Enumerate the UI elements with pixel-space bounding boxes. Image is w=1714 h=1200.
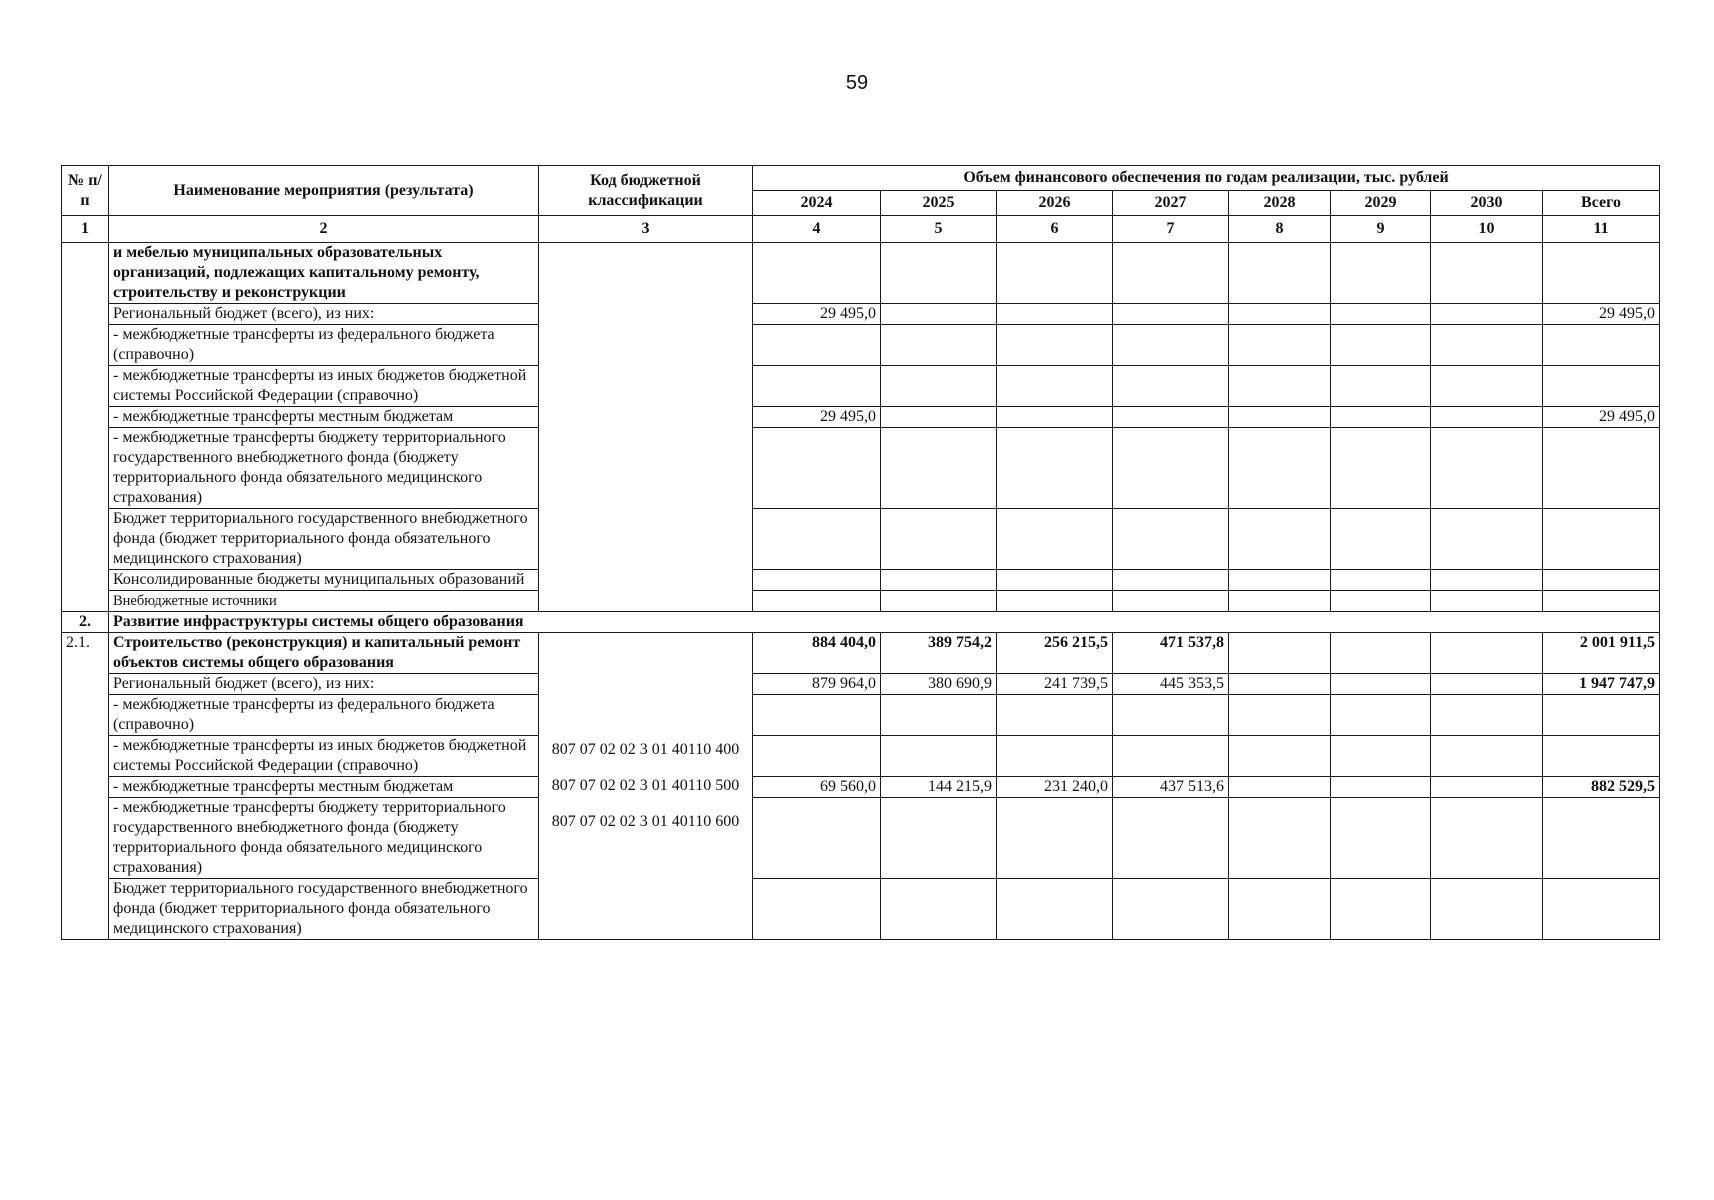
total-value — [1543, 736, 1660, 777]
block1-row — [62, 591, 1660, 612]
value-cell — [1431, 304, 1543, 325]
block1-row — [62, 509, 1660, 570]
column-number: 6 — [997, 216, 1113, 243]
value-cell — [1431, 736, 1543, 777]
header-year: 2028 — [1229, 191, 1331, 216]
value-cell: 471 537,8 — [1113, 633, 1229, 674]
header-total: Всего — [1543, 191, 1660, 216]
value-cell — [1229, 243, 1331, 304]
value-cell — [1331, 243, 1431, 304]
value-cell — [997, 798, 1113, 879]
value-cell — [1331, 695, 1431, 736]
value-cell — [1431, 591, 1543, 612]
total-value: 29 495,0 — [1543, 304, 1660, 325]
total-value — [1543, 366, 1660, 407]
block2-row — [62, 674, 1660, 695]
row-label: - межбюджетные трансферты местным бюджетам — [109, 777, 539, 798]
header-code: Код бюджетной классификации — [539, 166, 753, 216]
header-name: Наименование мероприятия (результата) — [109, 166, 539, 216]
value-cell — [1331, 509, 1431, 570]
value-cell — [1431, 777, 1543, 798]
value-cell — [997, 243, 1113, 304]
value-cell — [753, 428, 881, 509]
value-cell — [1113, 798, 1229, 879]
value-cell — [997, 366, 1113, 407]
block1-title: и мебелью муниципальных образовательных организаций, подлежащих капитальному ремонту, строительству и реконструкции — [109, 243, 539, 304]
total-value — [1543, 325, 1660, 366]
budget-code: 807 07 02 02 3 01 40110 600 — [551, 813, 740, 830]
value-cell — [997, 879, 1113, 940]
value-cell — [1431, 695, 1543, 736]
value-cell — [997, 428, 1113, 509]
block1-title-row — [62, 243, 1660, 304]
value-cell — [1113, 695, 1229, 736]
budget-table — [61, 165, 1660, 940]
value-cell — [1331, 879, 1431, 940]
budget-code: 807 07 02 02 3 01 40110 500 — [551, 777, 740, 794]
value-cell — [1431, 243, 1543, 304]
value-cell — [1113, 407, 1229, 428]
budget-code: 807 07 02 02 3 01 40110 400 — [551, 741, 740, 758]
value-cell — [1331, 325, 1431, 366]
total-value: 2 001 911,5 — [1543, 633, 1660, 674]
total-value: 882 529,5 — [1543, 777, 1660, 798]
value-cell — [1113, 591, 1229, 612]
row-label: Региональный бюджет (всего), из них: — [109, 674, 539, 695]
value-cell — [753, 879, 881, 940]
column-number: 1 — [62, 216, 109, 243]
value-cell — [1229, 777, 1331, 798]
row-label: - межбюджетные трансферты бюджету территориального государственного внебюджетного фонда (бюджету территориального фонда обязательного медицинского страхования) — [109, 798, 539, 879]
section-title: Развитие инфраструктуры системы общего образования — [109, 612, 1660, 633]
header-num: № п/п — [62, 166, 109, 216]
row-label: - межбюджетные трансферты из федерального бюджета (справочно) — [109, 695, 539, 736]
value-cell — [881, 509, 997, 570]
section-number: 2. — [62, 612, 109, 633]
value-cell — [997, 325, 1113, 366]
value-cell: 389 754,2 — [881, 633, 997, 674]
value-cell — [881, 366, 997, 407]
column-number: 7 — [1113, 216, 1229, 243]
value-cell — [997, 304, 1113, 325]
value-cell: 380 690,9 — [881, 674, 997, 695]
value-cell: 69 560,0 — [753, 777, 881, 798]
value-cell — [1229, 304, 1331, 325]
value-cell — [1543, 243, 1660, 304]
value-cell — [753, 798, 881, 879]
column-number: 2 — [109, 216, 539, 243]
column-number: 8 — [1229, 216, 1331, 243]
block2-title-row — [62, 633, 1660, 674]
block2-num: 2.1. — [62, 633, 109, 940]
value-cell — [1229, 798, 1331, 879]
total-value — [1543, 570, 1660, 591]
value-cell — [1431, 570, 1543, 591]
value-cell — [1431, 633, 1543, 674]
row-label: Консолидированные бюджеты муниципальных образований — [109, 570, 539, 591]
block1-row — [62, 570, 1660, 591]
value-cell — [753, 570, 881, 591]
value-cell — [753, 509, 881, 570]
block1-row — [62, 428, 1660, 509]
value-cell: 879 964,0 — [753, 674, 881, 695]
value-cell — [1113, 243, 1229, 304]
value-cell: 144 215,9 — [881, 777, 997, 798]
row-label: Бюджет территориального государственного внебюджетного фонда (бюджет территориального фонда обязательного медицинского страхования) — [109, 509, 539, 570]
value-cell — [881, 407, 997, 428]
value-cell — [1331, 304, 1431, 325]
value-cell — [881, 243, 997, 304]
block1-num-cell — [62, 243, 109, 612]
total-value — [1543, 798, 1660, 879]
value-cell — [1113, 366, 1229, 407]
block2-row — [62, 777, 1660, 798]
value-cell — [1229, 570, 1331, 591]
value-cell — [881, 695, 997, 736]
value-cell — [1229, 509, 1331, 570]
block2-row — [62, 879, 1660, 940]
total-value — [1543, 428, 1660, 509]
value-cell — [1331, 407, 1431, 428]
header-volume: Объем финансового обеспечения по годам реализации, тыс. рублей — [753, 166, 1660, 191]
value-cell — [1331, 674, 1431, 695]
value-cell — [881, 879, 997, 940]
value-cell — [997, 695, 1113, 736]
total-value — [1543, 695, 1660, 736]
block2-row — [62, 695, 1660, 736]
value-cell — [753, 366, 881, 407]
value-cell: 437 513,6 — [1113, 777, 1229, 798]
value-cell — [881, 325, 997, 366]
value-cell — [1113, 325, 1229, 366]
column-number: 3 — [539, 216, 753, 243]
value-cell: 29 495,0 — [753, 407, 881, 428]
value-cell — [1229, 366, 1331, 407]
value-cell — [753, 243, 881, 304]
value-cell — [1331, 570, 1431, 591]
row-label: Бюджет территориального государственного внебюджетного фонда (бюджет территориального фонда обязательного медицинского страхования) — [109, 879, 539, 940]
value-cell — [881, 591, 997, 612]
value-cell — [1113, 428, 1229, 509]
header-year: 2029 — [1331, 191, 1431, 216]
value-cell: 445 353,5 — [1113, 674, 1229, 695]
column-number: 10 — [1431, 216, 1543, 243]
value-cell: 884 404,0 — [753, 633, 881, 674]
block1-row — [62, 407, 1660, 428]
total-value — [1543, 591, 1660, 612]
header-year: 2025 — [881, 191, 997, 216]
value-cell: 256 215,5 — [997, 633, 1113, 674]
value-cell — [1431, 366, 1543, 407]
value-cell — [1431, 879, 1543, 940]
value-cell — [997, 407, 1113, 428]
header-year: 2026 — [997, 191, 1113, 216]
value-cell — [1229, 407, 1331, 428]
budget-code-cell — [539, 633, 753, 940]
value-cell — [1431, 798, 1543, 879]
block1-row — [62, 366, 1660, 407]
section2-row — [62, 612, 1660, 633]
total-value: 29 495,0 — [1543, 407, 1660, 428]
value-cell — [1113, 509, 1229, 570]
value-cell — [1113, 304, 1229, 325]
value-cell — [997, 570, 1113, 591]
block1-code-cell — [539, 243, 753, 612]
value-cell — [1229, 736, 1331, 777]
value-cell — [1331, 633, 1431, 674]
value-cell — [753, 325, 881, 366]
block1-row — [62, 325, 1660, 366]
column-number: 5 — [881, 216, 997, 243]
row-label: - межбюджетные трансферты из иных бюджетов бюджетной системы Российской Федерации (справочно) — [109, 736, 539, 777]
value-cell — [1229, 428, 1331, 509]
value-cell — [1229, 325, 1331, 366]
block2-row — [62, 736, 1660, 777]
value-cell — [753, 695, 881, 736]
block1-row — [62, 304, 1660, 325]
value-cell — [1229, 879, 1331, 940]
value-cell — [1431, 428, 1543, 509]
value-cell — [1113, 879, 1229, 940]
header-year: 2030 — [1431, 191, 1543, 216]
value-cell — [1229, 633, 1331, 674]
value-cell — [753, 591, 881, 612]
value-cell: 241 739,5 — [997, 674, 1113, 695]
value-cell — [1431, 325, 1543, 366]
value-cell — [1229, 674, 1331, 695]
value-cell — [997, 509, 1113, 570]
page-number: 59 — [845, 72, 869, 94]
column-numbers-row — [62, 216, 1660, 243]
row-label: - межбюджетные трансферты бюджету территориального государственного внебюджетного фонда (бюджету территориального фонда обязательного медицинского страхования) — [109, 428, 539, 509]
row-label: - межбюджетные трансферты из иных бюджетов бюджетной системы Российской Федерации (справочно) — [109, 366, 539, 407]
value-cell — [1229, 591, 1331, 612]
value-cell: 29 495,0 — [753, 304, 881, 325]
value-cell — [1113, 736, 1229, 777]
value-cell — [881, 428, 997, 509]
row-label: Региональный бюджет (всего), из них: — [109, 304, 539, 325]
value-cell — [1331, 736, 1431, 777]
total-value — [1543, 509, 1660, 570]
value-cell — [881, 570, 997, 591]
value-cell — [1331, 428, 1431, 509]
value-cell — [1331, 591, 1431, 612]
value-cell — [1431, 509, 1543, 570]
value-cell — [1331, 366, 1431, 407]
value-cell — [1431, 407, 1543, 428]
total-value: 1 947 747,9 — [1543, 674, 1660, 695]
column-number: 4 — [753, 216, 881, 243]
value-cell: 231 240,0 — [997, 777, 1113, 798]
header-year: 2027 — [1113, 191, 1229, 216]
row-label: - межбюджетные трансферты из федерального бюджета (справочно) — [109, 325, 539, 366]
total-value — [1543, 879, 1660, 940]
value-cell — [881, 304, 997, 325]
value-cell — [753, 736, 881, 777]
header-row-1 — [62, 166, 1660, 191]
value-cell — [881, 736, 997, 777]
value-cell — [1331, 798, 1431, 879]
value-cell — [1331, 777, 1431, 798]
row-label: - межбюджетные трансферты местным бюджетам — [109, 407, 539, 428]
value-cell — [1431, 674, 1543, 695]
value-cell — [1229, 695, 1331, 736]
block2-row — [62, 798, 1660, 879]
value-cell — [881, 798, 997, 879]
row-label: Внебюджетные источники — [109, 591, 539, 612]
value-cell — [1113, 570, 1229, 591]
value-cell — [997, 591, 1113, 612]
block2-title: Строительство (реконструкция) и капитальный ремонт объектов системы общего образования — [109, 633, 539, 674]
value-cell — [997, 736, 1113, 777]
column-number: 9 — [1331, 216, 1431, 243]
column-number: 11 — [1543, 216, 1660, 243]
header-year: 2024 — [753, 191, 881, 216]
